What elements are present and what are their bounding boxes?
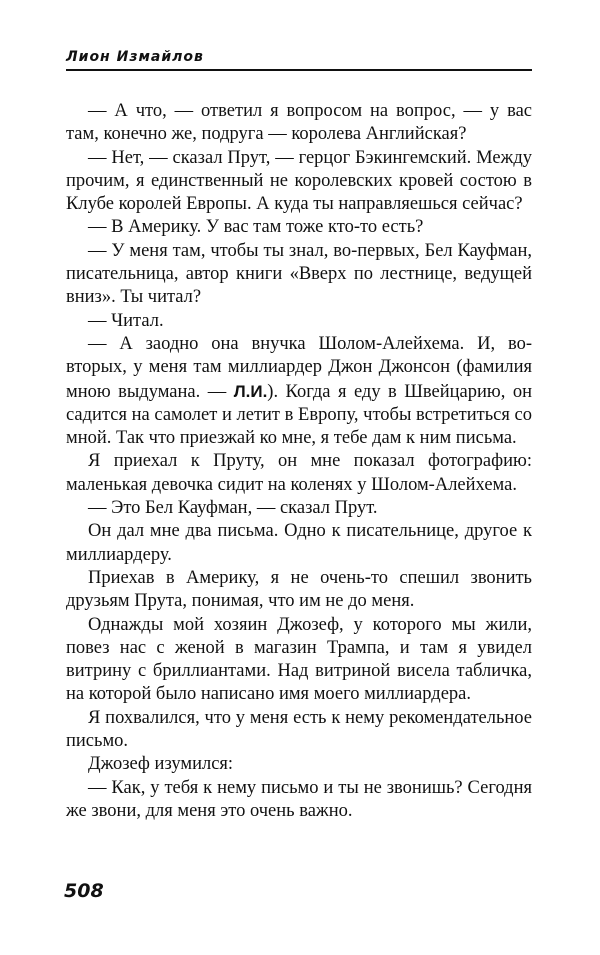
- paragraph: — А что, — ответил я вопросом на вопрос, — у вас там, конечно же, подруга — королева Английская?: [66, 101, 532, 145]
- paragraph: — Нет, — сказал Прут, — герцог Бэкингемский. Между прочим, я единственный не королевских кровей состою в Клубе королей Европы. А куда ты направляешься сейчас?: [66, 147, 532, 215]
- paragraph: Я похвалился, что у меня есть к нему рекомендательное письмо.: [66, 707, 532, 752]
- page-body: [66, 100, 532, 823]
- paragraph: — Как, у тебя к нему письмо и ты не звонишь? Сегодня же звони, для меня это очень важно.: [66, 777, 532, 821]
- paragraph: Я приехал к Пруту, он мне показал фотографию: маленькая девочка сидит на коленях у Шолом-Алейхема.: [66, 451, 532, 495]
- running-header: [66, 48, 532, 71]
- paragraph-text: — А заодно она внучка Шолом-Алейхема. И, во-вторых, у меня там миллиардер Джон Джонсон (фамилия мною выдумана. —: [66, 333, 532, 402]
- paragraph: [66, 333, 532, 450]
- paragraph: Он дал мне два письма. Одно к писательнице, другое к миллиардеру.: [66, 521, 532, 565]
- paragraph: — Это Бел Кауфман, — сказал Прут.: [88, 498, 378, 519]
- paragraph: — В Америку. У вас там тоже кто-то есть?: [88, 217, 424, 238]
- page-number: 508: [64, 880, 104, 902]
- paragraph-text: ). Когда я еду в Швейцарию, он садится на самолет и летит в Европу, чтобы встретиться со мной. Так что приезжай ко мне, я тебе дам к ним письма.: [66, 381, 532, 449]
- paragraph: Приехав в Америку, я не очень-то спешил звонить друзьям Прута, понимая, что им не до меня.: [66, 567, 532, 612]
- paragraph: Однажды мой хозяин Джозеф, у которого мы жили, повез нас с женой в магазин Трампа, и там я увидел витрину с бриллиантами. Над витриной висела табличка, на которой было написано имя моего миллиардера.: [66, 614, 532, 705]
- paragraph: — Читал.: [88, 310, 164, 331]
- author-initials: Л.И.: [233, 381, 268, 401]
- paragraph: — У меня там, чтобы ты знал, во-первых, Бел Кауфман, писательница, автор книги «Вверх по лестнице, ведущей вниз». Ты читал?: [66, 240, 532, 308]
- running-title: Лион Измайлов: [66, 49, 204, 65]
- paragraph: Джозеф изумился:: [88, 754, 234, 775]
